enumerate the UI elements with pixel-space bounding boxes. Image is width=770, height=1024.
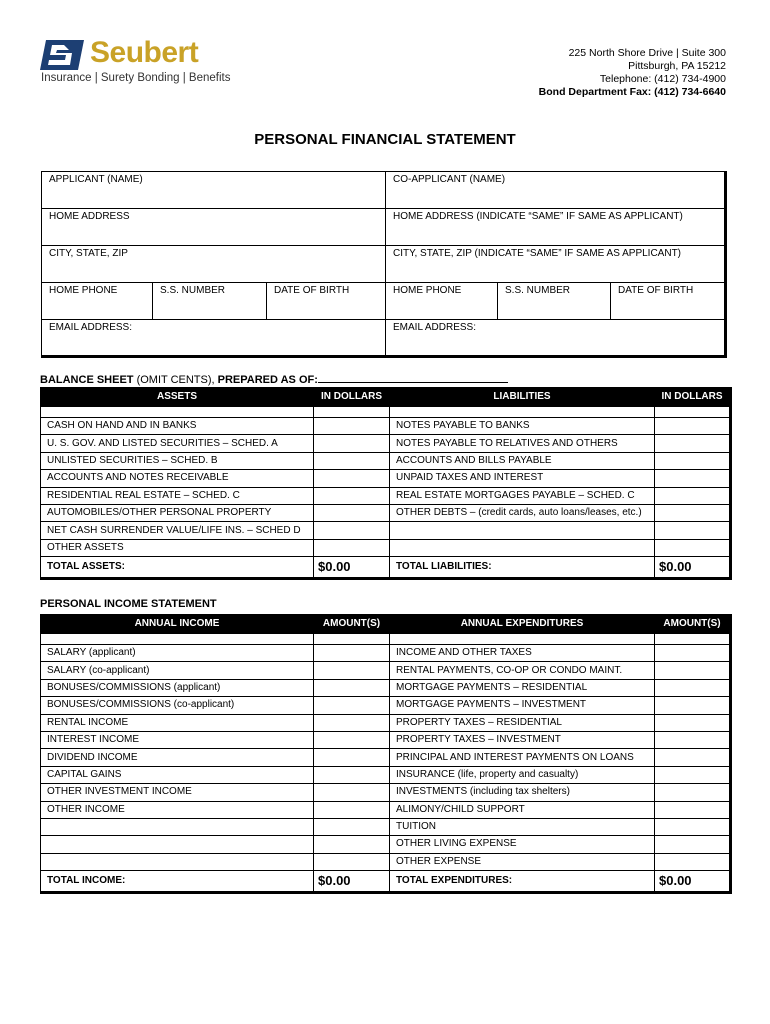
income-left-amount-field[interactable] <box>314 749 390 766</box>
balance-right-label: REAL ESTATE MORTGAGES PAYABLE – SCHED. C <box>390 487 655 504</box>
co-city-state-zip-field[interactable] <box>386 246 725 283</box>
income-left-amount-field[interactable] <box>314 697 390 714</box>
balance-right-label: NOTES PAYABLE TO BANKS <box>390 418 655 435</box>
balance-left-label: AUTOMOBILES/OTHER PERSONAL PROPERTY <box>41 504 314 521</box>
income-row <box>41 645 731 662</box>
balance-right-amount-field[interactable] <box>655 487 731 504</box>
income-right-amount-field[interactable] <box>655 679 731 696</box>
income-right-amount-field[interactable] <box>655 784 731 801</box>
income-right-label: TUITION <box>390 818 655 835</box>
balance-row <box>41 452 731 469</box>
income-left-label <box>41 853 314 870</box>
co-home-address-field[interactable] <box>386 209 725 246</box>
balance-right-amount-field[interactable] <box>655 539 731 556</box>
balance-right-label: NOTES PAYABLE TO RELATIVES AND OTHERS <box>390 435 655 452</box>
income-left-amount-field[interactable] <box>314 853 390 870</box>
income-amount-header: AMOUNT(S) <box>314 615 390 634</box>
income-right-amount-field[interactable] <box>655 645 731 662</box>
balance-left-label: RESIDENTIAL REAL ESTATE – SCHED. C <box>41 487 314 504</box>
co-email-label: EMAIL ADDRESS: <box>393 322 476 333</box>
balance-right-label: OTHER DEBTS – (credit cards, auto loans/leases, etc.) <box>390 504 655 521</box>
income-row <box>41 801 731 818</box>
company-address <box>539 47 726 99</box>
co-home-phone-label: HOME PHONE <box>393 285 462 296</box>
income-header-row <box>41 615 731 634</box>
total-expenditures-value[interactable]: $0.00 <box>655 871 731 893</box>
income-right-amount-field[interactable] <box>655 853 731 870</box>
income-left-label: OTHER INVESTMENT INCOME <box>41 784 314 801</box>
income-right-label: RENTAL PAYMENTS, CO-OP OR CONDO MAINT. <box>390 662 655 679</box>
blank-row <box>41 634 731 645</box>
liabilities-in-dollars-header: IN DOLLARS <box>655 388 731 407</box>
income-right-amount-field[interactable] <box>655 818 731 835</box>
page-title: PERSONAL FINANCIAL STATEMENT <box>254 131 516 148</box>
co-dob-label: DATE OF BIRTH <box>618 285 694 296</box>
balance-left-amount-field[interactable] <box>314 418 390 435</box>
total-assets-value[interactable]: $0.00 <box>314 557 390 579</box>
balance-right-amount-field[interactable] <box>655 452 731 469</box>
ssn-label: S.S. NUMBER <box>160 285 226 296</box>
balance-row <box>41 487 731 504</box>
balance-left-amount-field[interactable] <box>314 487 390 504</box>
balance-sheet-table <box>40 387 732 580</box>
income-left-amount-field[interactable] <box>314 662 390 679</box>
balance-right-amount-field[interactable] <box>655 522 731 539</box>
annual-expenditures-header: ANNUAL EXPENDITURES <box>390 615 655 634</box>
income-row <box>41 662 731 679</box>
income-left-amount-field[interactable] <box>314 731 390 748</box>
balance-sheet-heading <box>40 372 508 386</box>
income-left-amount-field[interactable] <box>314 784 390 801</box>
address-line-4: Bond Department Fax: (412) 734-6640 <box>538 86 726 98</box>
home-address-label: HOME ADDRESS <box>49 211 130 222</box>
co-ssn-label: S.S. NUMBER <box>505 285 571 296</box>
income-statement-table <box>40 614 732 894</box>
income-right-label: INVESTMENTS (including tax shelters) <box>390 784 655 801</box>
assets-header: ASSETS <box>41 388 314 407</box>
total-income-value[interactable]: $0.00 <box>314 871 390 893</box>
liabilities-header: LIABILITIES <box>390 388 655 407</box>
balance-left-amount-field[interactable] <box>314 435 390 452</box>
logo-name: Seubert <box>90 36 199 69</box>
balance-right-label: ACCOUNTS AND BILLS PAYABLE <box>390 452 655 469</box>
balance-row <box>41 418 731 435</box>
balance-total-row <box>41 557 731 579</box>
balance-row <box>41 539 731 556</box>
income-right-amount-field[interactable] <box>655 714 731 731</box>
income-left-label: SALARY (applicant) <box>41 645 314 662</box>
logo-mark-icon <box>40 40 84 70</box>
balance-row <box>41 504 731 521</box>
home-address-field[interactable] <box>42 209 386 246</box>
balance-left-amount-field[interactable] <box>314 522 390 539</box>
total-assets-label: TOTAL ASSETS: <box>41 557 314 579</box>
co-city-state-zip-label: CITY, STATE, ZIP (INDICATE “SAME” IF SAME AS APPLICANT) <box>393 248 682 259</box>
co-home-phone-field[interactable] <box>386 283 498 320</box>
balance-header-row <box>41 388 731 407</box>
applicant-name-label: APPLICANT (NAME) <box>49 174 143 185</box>
income-left-amount-field[interactable] <box>314 801 390 818</box>
home-phone-label: HOME PHONE <box>49 285 118 296</box>
income-left-label <box>41 836 314 853</box>
income-row <box>41 766 731 783</box>
income-right-amount-field[interactable] <box>655 731 731 748</box>
income-statement-heading: PERSONAL INCOME STATEMENT <box>40 598 217 610</box>
email-field[interactable] <box>42 320 386 356</box>
balance-left-label: OTHER ASSETS <box>41 539 314 556</box>
income-row <box>41 836 731 853</box>
coapplicant-name-label: CO-APPLICANT (NAME) <box>393 174 506 185</box>
balance-left-label: ACCOUNTS AND NOTES RECEIVABLE <box>41 470 314 487</box>
balance-row <box>41 470 731 487</box>
annual-income-header: ANNUAL INCOME <box>41 615 314 634</box>
total-income-label: TOTAL INCOME: <box>41 871 314 893</box>
assets-in-dollars-header: IN DOLLARS <box>314 388 390 407</box>
email-label: EMAIL ADDRESS: <box>49 322 132 333</box>
balance-right-amount-field[interactable] <box>655 418 731 435</box>
income-left-amount-field[interactable] <box>314 679 390 696</box>
income-row <box>41 697 731 714</box>
balance-right-amount-field[interactable] <box>655 435 731 452</box>
income-row <box>41 731 731 748</box>
income-left-label: OTHER INCOME <box>41 801 314 818</box>
income-left-label: CAPITAL GAINS <box>41 766 314 783</box>
co-home-address-label: HOME ADDRESS (INDICATE “SAME” IF SAME AS APPLICANT) <box>393 211 683 222</box>
applicant-name-field[interactable] <box>42 172 386 209</box>
balance-right-label <box>390 539 655 556</box>
income-right-amount-field[interactable] <box>655 697 731 714</box>
blank-row <box>41 407 731 418</box>
co-email-field[interactable] <box>386 320 725 356</box>
income-right-label: PROPERTY TAXES – INVESTMENT <box>390 731 655 748</box>
income-row <box>41 679 731 696</box>
home-phone-field[interactable] <box>42 283 153 320</box>
income-left-amount-field[interactable] <box>314 766 390 783</box>
income-row <box>41 853 731 870</box>
income-right-label: OTHER LIVING EXPENSE <box>390 836 655 853</box>
income-left-label: RENTAL INCOME <box>41 714 314 731</box>
balance-right-amount-field[interactable] <box>655 470 731 487</box>
balance-left-label: U. S. GOV. AND LISTED SECURITIES – SCHED. A <box>41 435 314 452</box>
balance-left-label: CASH ON HAND AND IN BANKS <box>41 418 314 435</box>
logo-tagline: Insurance | Surety Bonding | Benefits <box>41 72 231 84</box>
balance-right-label <box>390 522 655 539</box>
total-liabilities-label: TOTAL LIABILITIES: <box>390 557 655 579</box>
prepared-as-of-field[interactable] <box>318 372 508 383</box>
income-row <box>41 749 731 766</box>
income-left-label: INTEREST INCOME <box>41 731 314 748</box>
balance-left-label: NET CASH SURRENDER VALUE/LIFE INS. – SCHED D <box>41 522 314 539</box>
city-state-zip-field[interactable] <box>42 246 386 283</box>
income-left-label: SALARY (co-applicant) <box>41 662 314 679</box>
income-left-label: BONUSES/COMMISSIONS (co-applicant) <box>41 697 314 714</box>
expenditure-amount-header: AMOUNT(S) <box>655 615 731 634</box>
dob-field[interactable] <box>267 283 386 320</box>
income-right-amount-field[interactable] <box>655 749 731 766</box>
balance-sheet-title: BALANCE SHEET <box>40 374 134 386</box>
total-expenditures-label: TOTAL EXPENDITURES: <box>390 871 655 893</box>
income-left-label <box>41 818 314 835</box>
applicant-info-box <box>41 171 727 358</box>
balance-left-amount-field[interactable] <box>314 470 390 487</box>
omit-cents-note: (OMIT CENTS), <box>133 374 218 386</box>
balance-left-amount-field[interactable] <box>314 539 390 556</box>
city-state-zip-label: CITY, STATE, ZIP <box>49 248 128 259</box>
income-left-amount-field[interactable] <box>314 714 390 731</box>
balance-left-amount-field[interactable] <box>314 452 390 469</box>
balance-left-label: UNLISTED SECURITIES – SCHED. B <box>41 452 314 469</box>
coapplicant-name-field[interactable] <box>386 172 725 209</box>
ssn-field[interactable] <box>153 283 267 320</box>
address-line-2: Pittsburgh, PA 15212 <box>628 60 726 72</box>
balance-row <box>41 522 731 539</box>
co-dob-field[interactable] <box>611 283 725 320</box>
income-right-label: OTHER EXPENSE <box>390 853 655 870</box>
income-row <box>41 818 731 835</box>
income-left-amount-field[interactable] <box>314 645 390 662</box>
income-right-label: PROPERTY TAXES – RESIDENTIAL <box>390 714 655 731</box>
income-right-amount-field[interactable] <box>655 801 731 818</box>
income-right-amount-field[interactable] <box>655 836 731 853</box>
income-row <box>41 784 731 801</box>
address-line-1: 225 North Shore Drive | Suite 300 <box>568 47 726 59</box>
income-right-label: MORTGAGE PAYMENTS – RESIDENTIAL <box>390 679 655 696</box>
balance-left-amount-field[interactable] <box>314 504 390 521</box>
income-left-label: BONUSES/COMMISSIONS (applicant) <box>41 679 314 696</box>
income-right-label: MORTGAGE PAYMENTS – INVESTMENT <box>390 697 655 714</box>
income-right-label: INCOME AND OTHER TAXES <box>390 645 655 662</box>
income-right-amount-field[interactable] <box>655 766 731 783</box>
income-right-label: INSURANCE (life, property and casualty) <box>390 766 655 783</box>
balance-right-amount-field[interactable] <box>655 504 731 521</box>
total-liabilities-value[interactable]: $0.00 <box>655 557 731 579</box>
income-right-label: PRINCIPAL AND INTEREST PAYMENTS ON LOANS <box>390 749 655 766</box>
income-right-label: ALIMONY/CHILD SUPPORT <box>390 801 655 818</box>
address-line-3: Telephone: (412) 734-4900 <box>599 73 726 85</box>
income-row <box>41 714 731 731</box>
balance-row <box>41 435 731 452</box>
co-ssn-field[interactable] <box>498 283 611 320</box>
income-left-amount-field[interactable] <box>314 836 390 853</box>
company-logo <box>40 36 231 88</box>
income-right-amount-field[interactable] <box>655 662 731 679</box>
income-total-row <box>41 871 731 893</box>
income-left-label: DIVIDEND INCOME <box>41 749 314 766</box>
income-left-amount-field[interactable] <box>314 818 390 835</box>
prepared-as-of-label: PREPARED AS OF: <box>217 374 318 386</box>
dob-label: DATE OF BIRTH <box>274 285 350 296</box>
balance-right-label: UNPAID TAXES AND INTEREST <box>390 470 655 487</box>
